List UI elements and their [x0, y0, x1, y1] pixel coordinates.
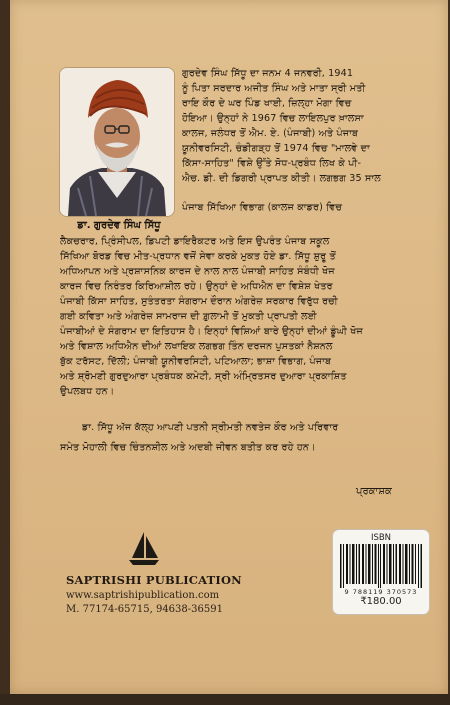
bio-line: ਗੁਰਦੇਵ ਸਿੰਘ ਸਿੱਧੂ ਦਾ ਜਨਮ 4 ਜਨਵਰੀ, 1941 [182, 68, 354, 79]
price-label: ₹180.00 [360, 596, 402, 607]
bio-line: ਅਤੇ ਵਿਸ਼ਾਲ ਅਧਿਐਨ ਦੀਆਂ ਲਖਾਇਕ ਲਗਭਗ ਤਿੰਨ ਦਰਜਨ ਪੁਸਤਕਾਂ ਨੈਸ਼ਨਲ [60, 341, 333, 352]
bio-line: ਡਾ. ਸਿੱਧੂ ਅੱਜ ਕੱਲ੍ਹ ਆਪਣੀ ਪਤਨੀ ਸ੍ਰੀਮਤੀ ਨਵਤੇਜ ਕੌਰ ਅਤੇ ਪਰਿਵਾਰ [82, 422, 339, 433]
dark-background-edge [0, 694, 450, 705]
publisher-name: SAPTRISHI PUBLICATION [66, 573, 242, 587]
isbn-label: ISBN [370, 533, 392, 543]
isbn-number: 9 788119 370573 [344, 588, 418, 596]
bio-line: ਪੰਜਾਬ ਸਿੱਖਿਆ ਵਿਭਾਗ (ਕਾਲਜ ਕਾਡਰ) ਵਿਚ [182, 202, 343, 213]
bio-line: ਯੂਨੀਵਰਸਿਟੀ, ਚੰਡੀਗੜ੍ਹ ਤੋਂ 1974 ਵਿਚ "ਮਾਲਵੇ ਦਾ [182, 143, 370, 154]
book-back-cover [10, 0, 448, 694]
bio-line: ਪੰਜਾਬੀਆਂ ਦੇ ਸੰਗਰਾਮ ਦਾ ਇਤਿਹਾਸ ਹੈ। ਇਨ੍ਹਾਂ ਵਿਸ਼ਿਆਂ ਬਾਰੇ ਉਨ੍ਹਾਂ ਦੀਆਂ ਡੂੰਘੀ ਖੋਜ [60, 326, 363, 337]
bio-line: ਕਾਲਜ, ਜਲੰਧਰ ਤੋਂ ਐਮ. ਏ. (ਪੰਜਾਬੀ) ਅਤੇ ਪੰਜਾਬ [182, 128, 359, 139]
bio-line: ਉਪਲਬਧ ਹਨ। [60, 386, 115, 397]
sailboat-logo-icon [126, 530, 162, 568]
author-caption: ਡਾ. ਗੁਰਦੇਵ ਸਿੰਘ ਸਿੱਧੂ [77, 220, 161, 231]
bio-line: ਰਾਇ ਕੌਰ ਦੇ ਘਰ ਪਿੰਡ ਖਾਈ, ਜ਼ਿਲ੍ਹਾ ਮੋਗਾ ਵਿਚ [182, 98, 352, 109]
isbn-barcode-panel [333, 530, 429, 614]
bio-line: ਨੂੰ ਪਿਤਾ ਸਰਦਾਰ ਅਜੀਤ ਸਿੰਘ ਅਤੇ ਮਾਤਾ ਸ੍ਰੀ ਮਤੀ [182, 83, 366, 94]
bio-line: ਸਮੇਤ ਮੋਹਾਲੀ ਵਿਚ ਚਿੰਤਨਸ਼ੀਲ ਅਤੇ ਅਦਬੀ ਜੀਵਨ ਬਤੀਤ ਕਰ ਰਹੇ ਹਨ। [60, 442, 316, 453]
bio-line: ਬੁੱਕ ਟਰੱਸਟ, ਦਿੱਲੀ; ਪੰਜਾਬੀ ਯੂਨੀਵਰਸਿਟੀ, ਪਟਿਆਲਾ; ਭਾਸ਼ਾ ਵਿਭਾਗ, ਪੰਜਾਬ [60, 356, 332, 367]
bio-line: ਗਈ ਕਵਿਤਾ ਅਤੇ ਅੰਗਰੇਜ਼ ਸਾਮਰਾਜ ਦੀ ਗ਼ੁਲਾਮੀ ਤੋਂ ਮੁਕਤੀ ਪ੍ਰਾਪਤੀ ਲਈ [60, 311, 317, 322]
author-portrait-image [60, 68, 174, 216]
bio-line: ਅਧਿਆਪਨ ਅਤੇ ਪ੍ਰਸ਼ਾਸਨਿਕ ਕਾਰਜ ਦੇ ਨਾਲ ਨਾਲ ਪੰਜਾਬੀ ਸਾਹਿਤ ਸੰਬੰਧੀ ਖੋਜ [60, 266, 335, 277]
publisher-phone: M. 77174-65715, 94638-36591 [66, 604, 223, 615]
bio-line: ਅਤੇ ਸ਼੍ਰੋਮਣੀ ਗੁਰਦੁਆਰਾ ਪ੍ਰਬੰਧਕ ਕਮੇਟੀ, ਸ੍ਰੀ ਅੰਮ੍ਰਿਤਸਰ ਦੁਆਰਾ ਪ੍ਰਕਾਸ਼ਿਤ [60, 371, 347, 382]
bio-line: ਕਾਰਜ ਵਿਚ ਨਿਰੰਤਰ ਕਿਰਿਆਸ਼ੀਲ ਰਹੇ। ਉਨ੍ਹਾਂ ਦੇ ਅਧਿਐਨ ਦਾ ਵਿਸ਼ੇਸ਼ ਖੇਤਰ [60, 281, 333, 292]
bio-line: ਲੈਕਚਰਾਰ, ਪ੍ਰਿੰਸੀਪਲ, ਡਿਪਟੀ ਡਾਇਰੈਕਟਰ ਅਤੇ ਇਸ ਉਪਰੰਤ ਪੰਜਾਬ ਸਕੂਲ [60, 236, 330, 247]
bio-line: ਐਚ. ਡੀ. ਦੀ ਡਿਗਰੀ ਪ੍ਰਾਪਤ ਕੀਤੀ। ਲਗਭਗ 35 ਸਾਲ [182, 173, 381, 184]
bio-line: ਹੋਇਆ। ਉਨ੍ਹਾਂ ਨੇ 1967 ਵਿਚ ਲਾਇਲਪੁਰ ਖ਼ਾਲਸਾ [182, 113, 364, 124]
barcode-icon [340, 544, 422, 588]
bio-line: ਕਿੱਸਾ-ਸਾਹਿਤ" ਵਿਸ਼ੇ ਉੱਤੇ ਸੋਧ-ਪ੍ਰਬੰਧ ਲਿਖ ਕੇ ਪੀ- [182, 158, 362, 169]
bio-line: ਸਿੱਖਿਆ ਬੋਰਡ ਵਿਚ ਮੀਤ-ਪ੍ਰਧਾਨ ਵਜੋਂ ਸੇਵਾ ਕਰਕੇ ਮੁਕਤ ਹੋਏ ਡਾ. ਸਿੱਧੂ ਸ਼ੁਰੂ ਤੋਂ [60, 251, 336, 262]
publisher-signature: ਪ੍ਰਕਾਸ਼ਕ [356, 486, 392, 497]
author-photo [60, 68, 174, 216]
bio-line: ਪੰਜਾਬੀ ਕਿੱਸਾ ਸਾਹਿਤ, ਸੁਤੰਤਰਤਾ ਸੰਗਰਾਮ ਦੌਰਾਨ ਅੰਗਰੇਜ਼ ਸਰਕਾਰ ਵਿਰੁੱਧ ਰਚੀ [60, 296, 338, 307]
publisher-website: www.saptrishipublication.com [66, 590, 220, 601]
